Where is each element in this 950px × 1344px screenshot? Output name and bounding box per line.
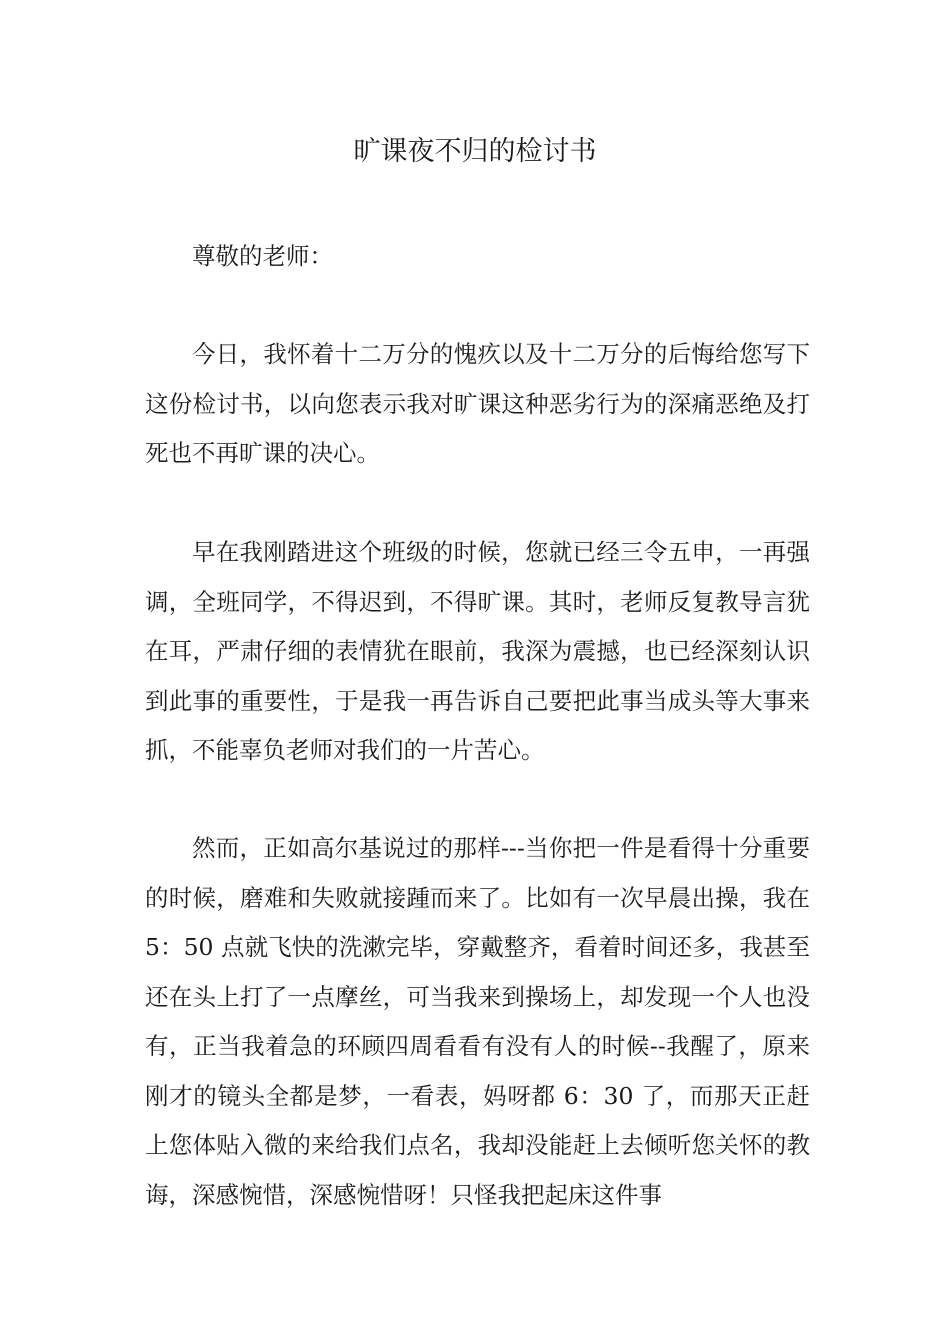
paragraph-3: 然而，正如高尔基说过的那样---当你把一件是看得十分重要的时候，磨难和失败就接踵而来了。比如有一次早晨出操，我在 5：50 点就飞快的洗漱完毕，穿戴整齐，看着时间还多，我甚至还在头上打了一点摩丝，可当我来到操场上，却发现一个人也没有，正当我着急的环顾四周看看有没有人的时候--我醒了，原来刚才的镜头全都是梦，一看表，妈呀都 6：30 了，而那天正赶上您体贴入微的来给我们点名，我却没能赶上去倾听您关怀的教诲，深感惋惜，深感惋惜呀！只怪我把起床这件事	[145, 834, 810, 1209]
paragraph-1: 今日，我怀着十二万分的愧疚以及十二万分的后悔给您写下这份检讨书，以向您表示我对旷课这种恶劣行为的深痛恶绝及打死也不再旷课的决心。	[145, 340, 810, 467]
document-title: 旷课夜不归的检讨书	[353, 136, 597, 167]
salutation: 尊敬的老师：	[192, 242, 333, 270]
paragraph-2: 早在我刚踏进这个班级的时候，您就已经三令五申，一再强调，全班同学，不得迟到，不得旷课。其时，老师反复教导言犹在耳，严肃仔细的表情犹在眼前，我深为震撼，也已经深刻认识到此事的重要性，于是我一再告诉自己要把此事当成头等大事来抓，不能辜负老师对我们的一片苦心。	[145, 538, 810, 764]
